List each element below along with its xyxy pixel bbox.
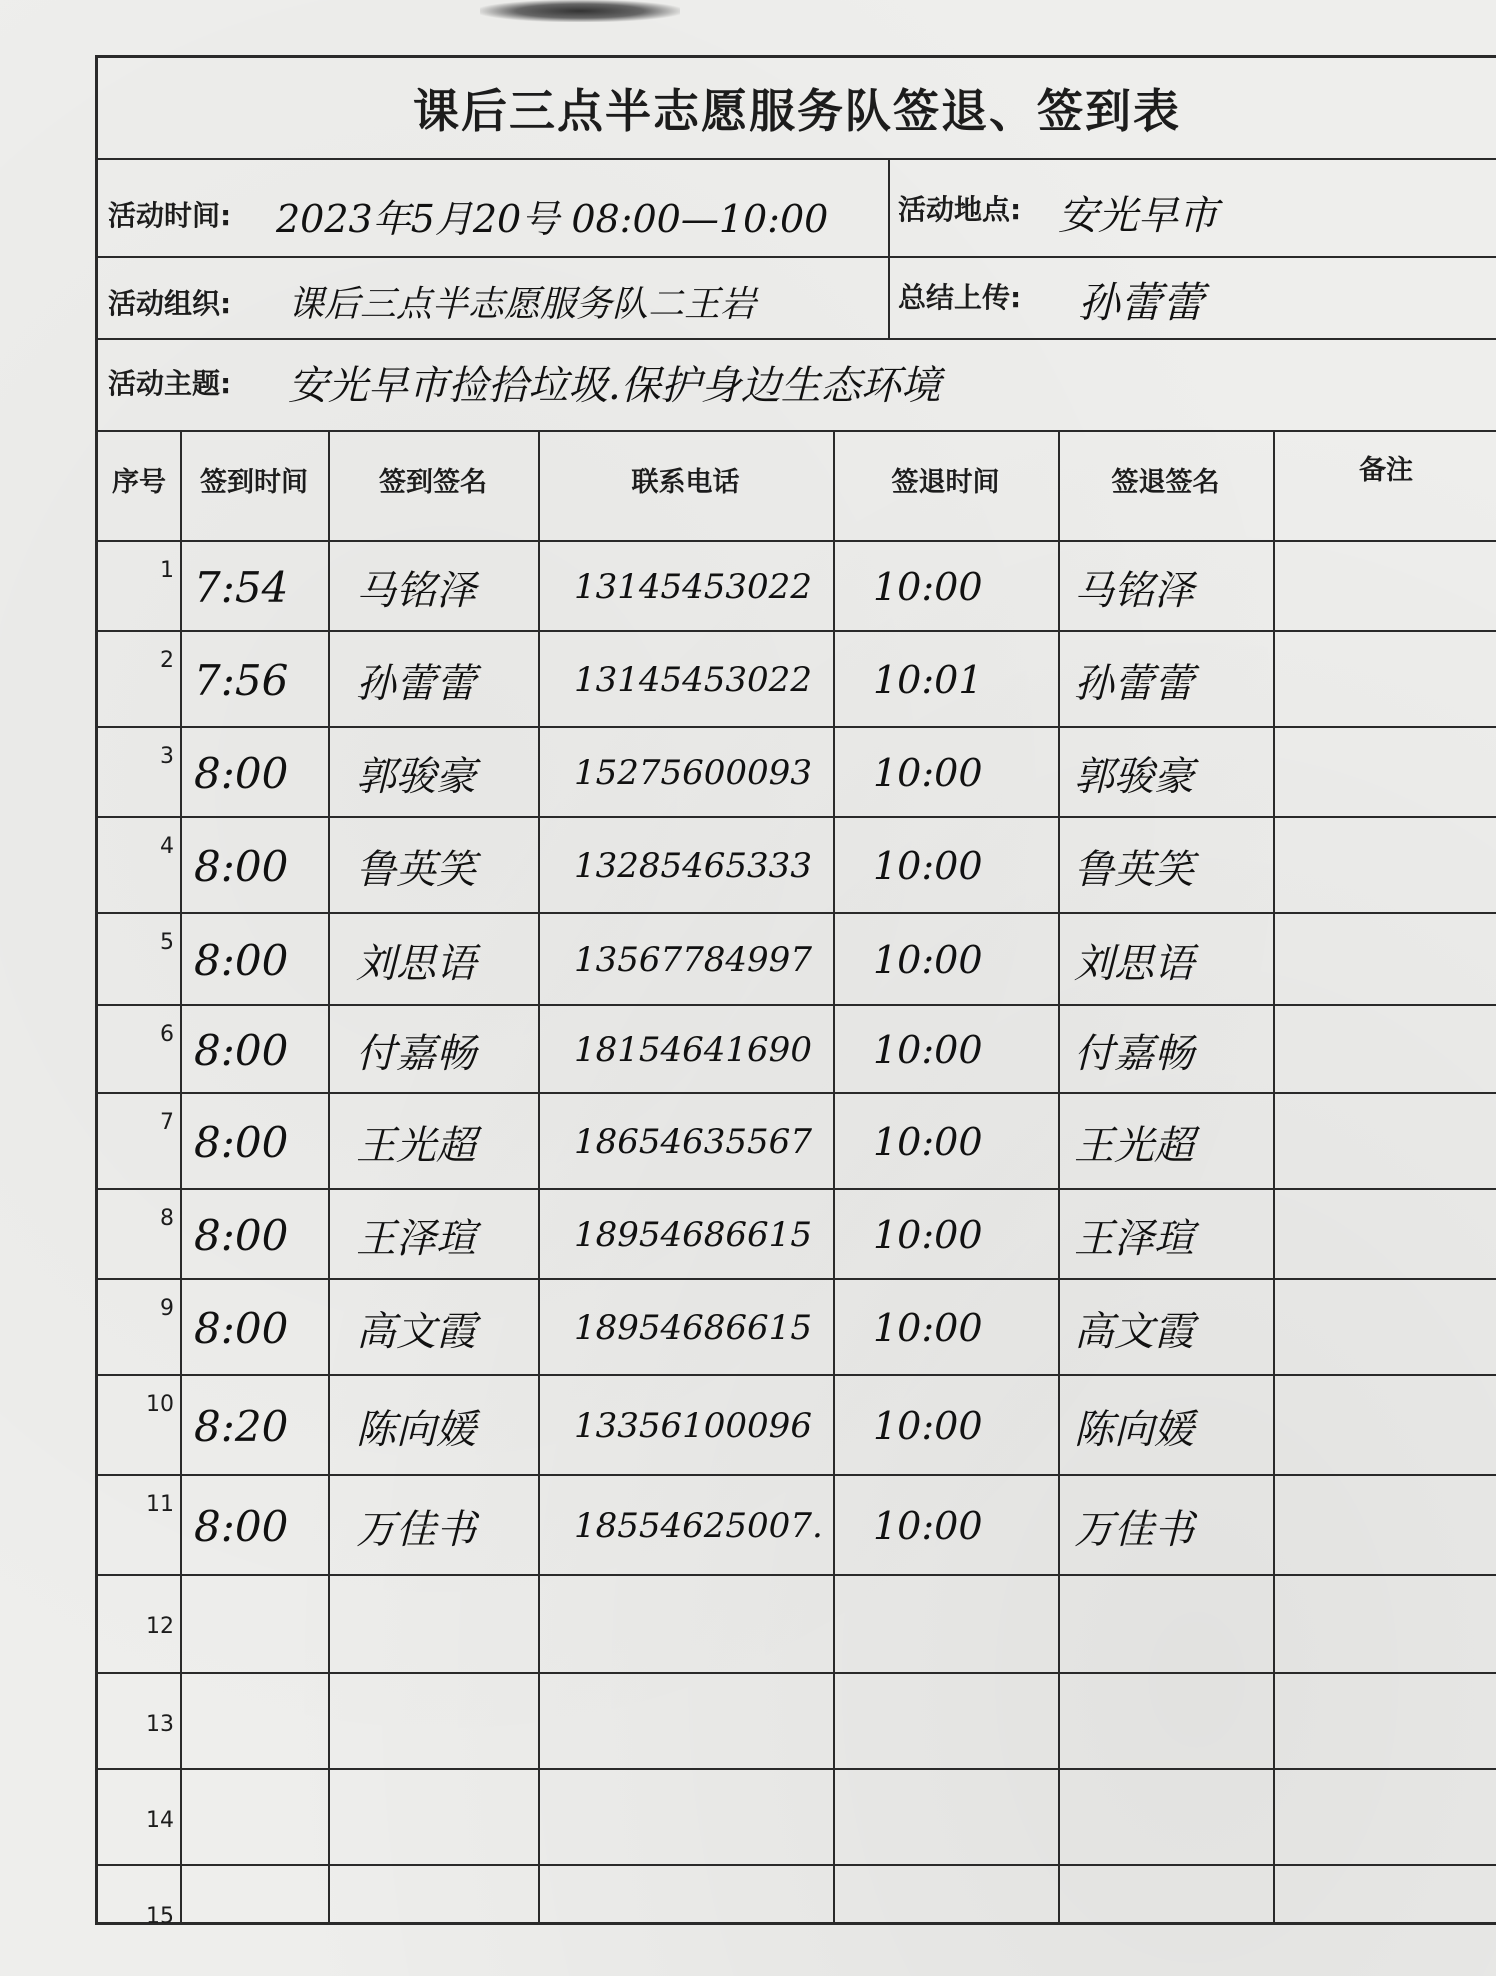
sign-out-time	[873, 1580, 1054, 1670]
row-number: 9	[160, 1296, 174, 1321]
sign-out-signature: 万佳书	[1074, 1506, 1194, 1553]
sign-in-sheet	[95, 55, 1496, 1929]
sign-out-time	[873, 1870, 1054, 1960]
sign-out-signature: 王光超	[1074, 1122, 1194, 1169]
sign-in-signature	[356, 1870, 534, 1960]
contact-phone: 13567784997	[574, 940, 812, 980]
contact-phone: 15275600093	[574, 753, 812, 793]
table-row	[98, 1768, 1496, 1864]
activity-place-label: 活动地点:	[898, 193, 1022, 226]
sign-out-time: 10:00	[873, 1120, 983, 1164]
note	[1283, 1678, 1495, 1766]
activity-org-label: 活动组织:	[108, 287, 232, 320]
sign-out-time: 10:01	[873, 658, 983, 702]
column-header-in-sign: 签到签名	[379, 467, 487, 498]
note	[1283, 546, 1495, 628]
contact-phone: 13145453022	[574, 660, 812, 700]
row-number: 2	[160, 648, 174, 673]
sign-in-time	[194, 1870, 324, 1960]
summary-upload-value: 孙蕾蕾	[1078, 278, 1205, 327]
sign-out-time	[873, 1774, 1054, 1862]
info-divider	[888, 256, 890, 338]
table-row	[98, 912, 1496, 1004]
table-row	[98, 1574, 1496, 1672]
sign-in-time: 8:00	[194, 841, 289, 891]
sign-out-signature: 陈向媛	[1074, 1406, 1194, 1453]
table-row	[98, 816, 1496, 912]
activity-theme-value: 安光早市捡拾垃圾.保护身边生态环境	[288, 363, 941, 409]
row-number: 8	[160, 1206, 174, 1231]
contact-phone	[574, 1870, 829, 1960]
sign-out-signature: 孙蕾蕾	[1074, 660, 1194, 707]
sign-in-time: 8:00	[194, 748, 289, 798]
table-row	[98, 1188, 1496, 1278]
sign-in-time: 8:00	[194, 1210, 289, 1260]
table-row	[98, 1864, 1496, 1962]
sign-in-signature: 马铭泽	[356, 567, 476, 614]
sign-out-signature	[1074, 1678, 1269, 1766]
sign-in-time	[194, 1580, 324, 1670]
sign-out-signature: 高文霞	[1074, 1308, 1194, 1355]
row-number: 15	[146, 1904, 174, 1929]
sign-in-signature: 孙蕾蕾	[356, 660, 476, 707]
row-number: 13	[146, 1712, 174, 1737]
contact-phone: 18954686615	[574, 1308, 812, 1348]
row-number: 12	[146, 1614, 174, 1639]
sign-out-signature	[1074, 1870, 1269, 1960]
sign-in-time: 8:00	[194, 1501, 289, 1551]
sign-in-time: 8:00	[194, 1117, 289, 1167]
column-header-no: 序号	[112, 467, 166, 498]
info-row-time-place	[98, 158, 1496, 258]
note	[1283, 1098, 1495, 1186]
sign-in-signature: 刘思语	[356, 940, 476, 987]
row-number: 5	[160, 930, 174, 955]
note	[1283, 918, 1495, 1002]
row-number: 11	[146, 1492, 174, 1517]
contact-phone	[574, 1678, 829, 1766]
sign-out-signature: 刘思语	[1074, 940, 1194, 987]
sign-out-time: 10:00	[873, 1504, 983, 1548]
activity-theme-label: 活动主题:	[108, 367, 232, 400]
activity-org-value: 课后三点半志愿服务队二王岩	[288, 284, 757, 325]
note	[1283, 636, 1495, 724]
row-number: 7	[160, 1110, 174, 1135]
sign-in-time: 7:56	[194, 655, 289, 705]
sign-out-signature	[1074, 1774, 1269, 1862]
note	[1283, 1010, 1495, 1090]
sign-out-time: 10:00	[873, 938, 983, 982]
sign-in-signature: 陈向媛	[356, 1406, 476, 1453]
sign-in-time	[194, 1774, 324, 1862]
column-header-note: 备注	[1359, 455, 1413, 486]
summary-upload-label: 总结上传:	[898, 281, 1022, 314]
column-header-out-time: 签退时间	[891, 467, 1000, 498]
sign-out-time: 10:00	[873, 1028, 983, 1072]
info-row-org-upload	[98, 256, 1496, 340]
sign-out-signature: 鲁英笑	[1074, 846, 1194, 893]
info-divider	[888, 158, 890, 256]
row-number: 10	[146, 1392, 174, 1417]
column-header-out-sign: 签退签名	[1111, 467, 1220, 498]
table-row	[98, 540, 1496, 630]
note	[1283, 1194, 1495, 1276]
row-number: 1	[160, 558, 174, 583]
sign-in-signature: 高文霞	[356, 1308, 476, 1355]
sign-out-time	[873, 1678, 1054, 1766]
sign-in-time: 8:00	[194, 935, 289, 985]
table-row	[98, 1004, 1496, 1092]
contact-phone: 13356100096	[574, 1406, 812, 1446]
activity-time-value: 2023年5月20号 08:00—10:00	[276, 197, 829, 241]
note	[1283, 732, 1495, 814]
sign-out-time: 10:00	[873, 565, 983, 609]
note	[1283, 1774, 1495, 1862]
sign-in-time: 7:54	[194, 562, 289, 612]
sign-in-signature: 付嘉畅	[356, 1030, 476, 1077]
contact-phone	[574, 1580, 829, 1670]
row-number: 3	[160, 744, 174, 769]
sign-in-signature: 王泽瑄	[356, 1215, 476, 1262]
sign-out-signature: 马铭泽	[1074, 567, 1194, 614]
sign-in-time: 8:00	[194, 1303, 289, 1353]
row-divider	[98, 430, 1496, 432]
note	[1283, 1380, 1495, 1472]
sign-out-time: 10:00	[873, 844, 983, 888]
row-number: 14	[146, 1808, 174, 1833]
contact-phone	[574, 1774, 829, 1862]
sign-in-signature	[356, 1580, 534, 1670]
row-number: 4	[160, 834, 174, 859]
sign-out-time: 10:00	[873, 751, 983, 795]
column-header-phone: 联系电话	[631, 467, 740, 498]
binder-clip-shadow	[480, 0, 680, 22]
sign-in-signature: 郭骏豪	[356, 753, 476, 800]
sign-out-time: 10:00	[873, 1306, 983, 1350]
activity-place-value: 安光早市	[1058, 193, 1218, 239]
sign-table	[98, 430, 1496, 1929]
table-row	[98, 1474, 1496, 1574]
sign-out-time: 10:00	[873, 1213, 983, 1257]
contact-phone: 13145453022	[574, 567, 812, 607]
sign-out-signature	[1074, 1580, 1269, 1670]
contact-phone: 18654635567	[574, 1122, 812, 1162]
sign-out-signature: 郭骏豪	[1074, 753, 1194, 800]
table-row	[98, 1374, 1496, 1474]
sign-out-time: 10:00	[873, 1404, 983, 1448]
sign-out-signature: 付嘉畅	[1074, 1030, 1194, 1077]
table-row	[98, 1092, 1496, 1188]
contact-phone: 13285465333	[574, 846, 812, 886]
contact-phone: 18954686615	[574, 1215, 812, 1255]
sign-out-signature: 王泽瑄	[1074, 1215, 1194, 1262]
table-row	[98, 1278, 1496, 1374]
sign-in-signature	[356, 1678, 534, 1766]
contact-phone: 18554625007.	[574, 1506, 823, 1546]
note	[1283, 1284, 1495, 1372]
note	[1283, 1870, 1495, 1960]
info-row-theme	[98, 338, 1496, 430]
note	[1283, 822, 1495, 910]
table-row	[98, 1672, 1496, 1768]
contact-phone: 18154641690	[574, 1030, 812, 1070]
sign-in-time: 8:20	[194, 1401, 289, 1451]
sign-in-signature	[356, 1774, 534, 1862]
table-row	[98, 630, 1496, 726]
column-header-in-time: 签到时间	[200, 467, 308, 498]
sign-in-signature: 鲁英笑	[356, 846, 476, 893]
sheet-title: 课后三点半志愿服务队签退、签到表	[98, 58, 1496, 160]
table-row	[98, 726, 1496, 816]
row-number: 6	[160, 1022, 174, 1047]
sign-in-signature: 王光超	[356, 1122, 476, 1169]
activity-time-label: 活动时间:	[108, 199, 232, 232]
sign-in-time: 8:00	[194, 1025, 289, 1075]
sign-in-signature: 万佳书	[356, 1506, 476, 1553]
note	[1283, 1480, 1495, 1572]
sign-in-time	[194, 1678, 324, 1766]
note	[1283, 1580, 1495, 1670]
